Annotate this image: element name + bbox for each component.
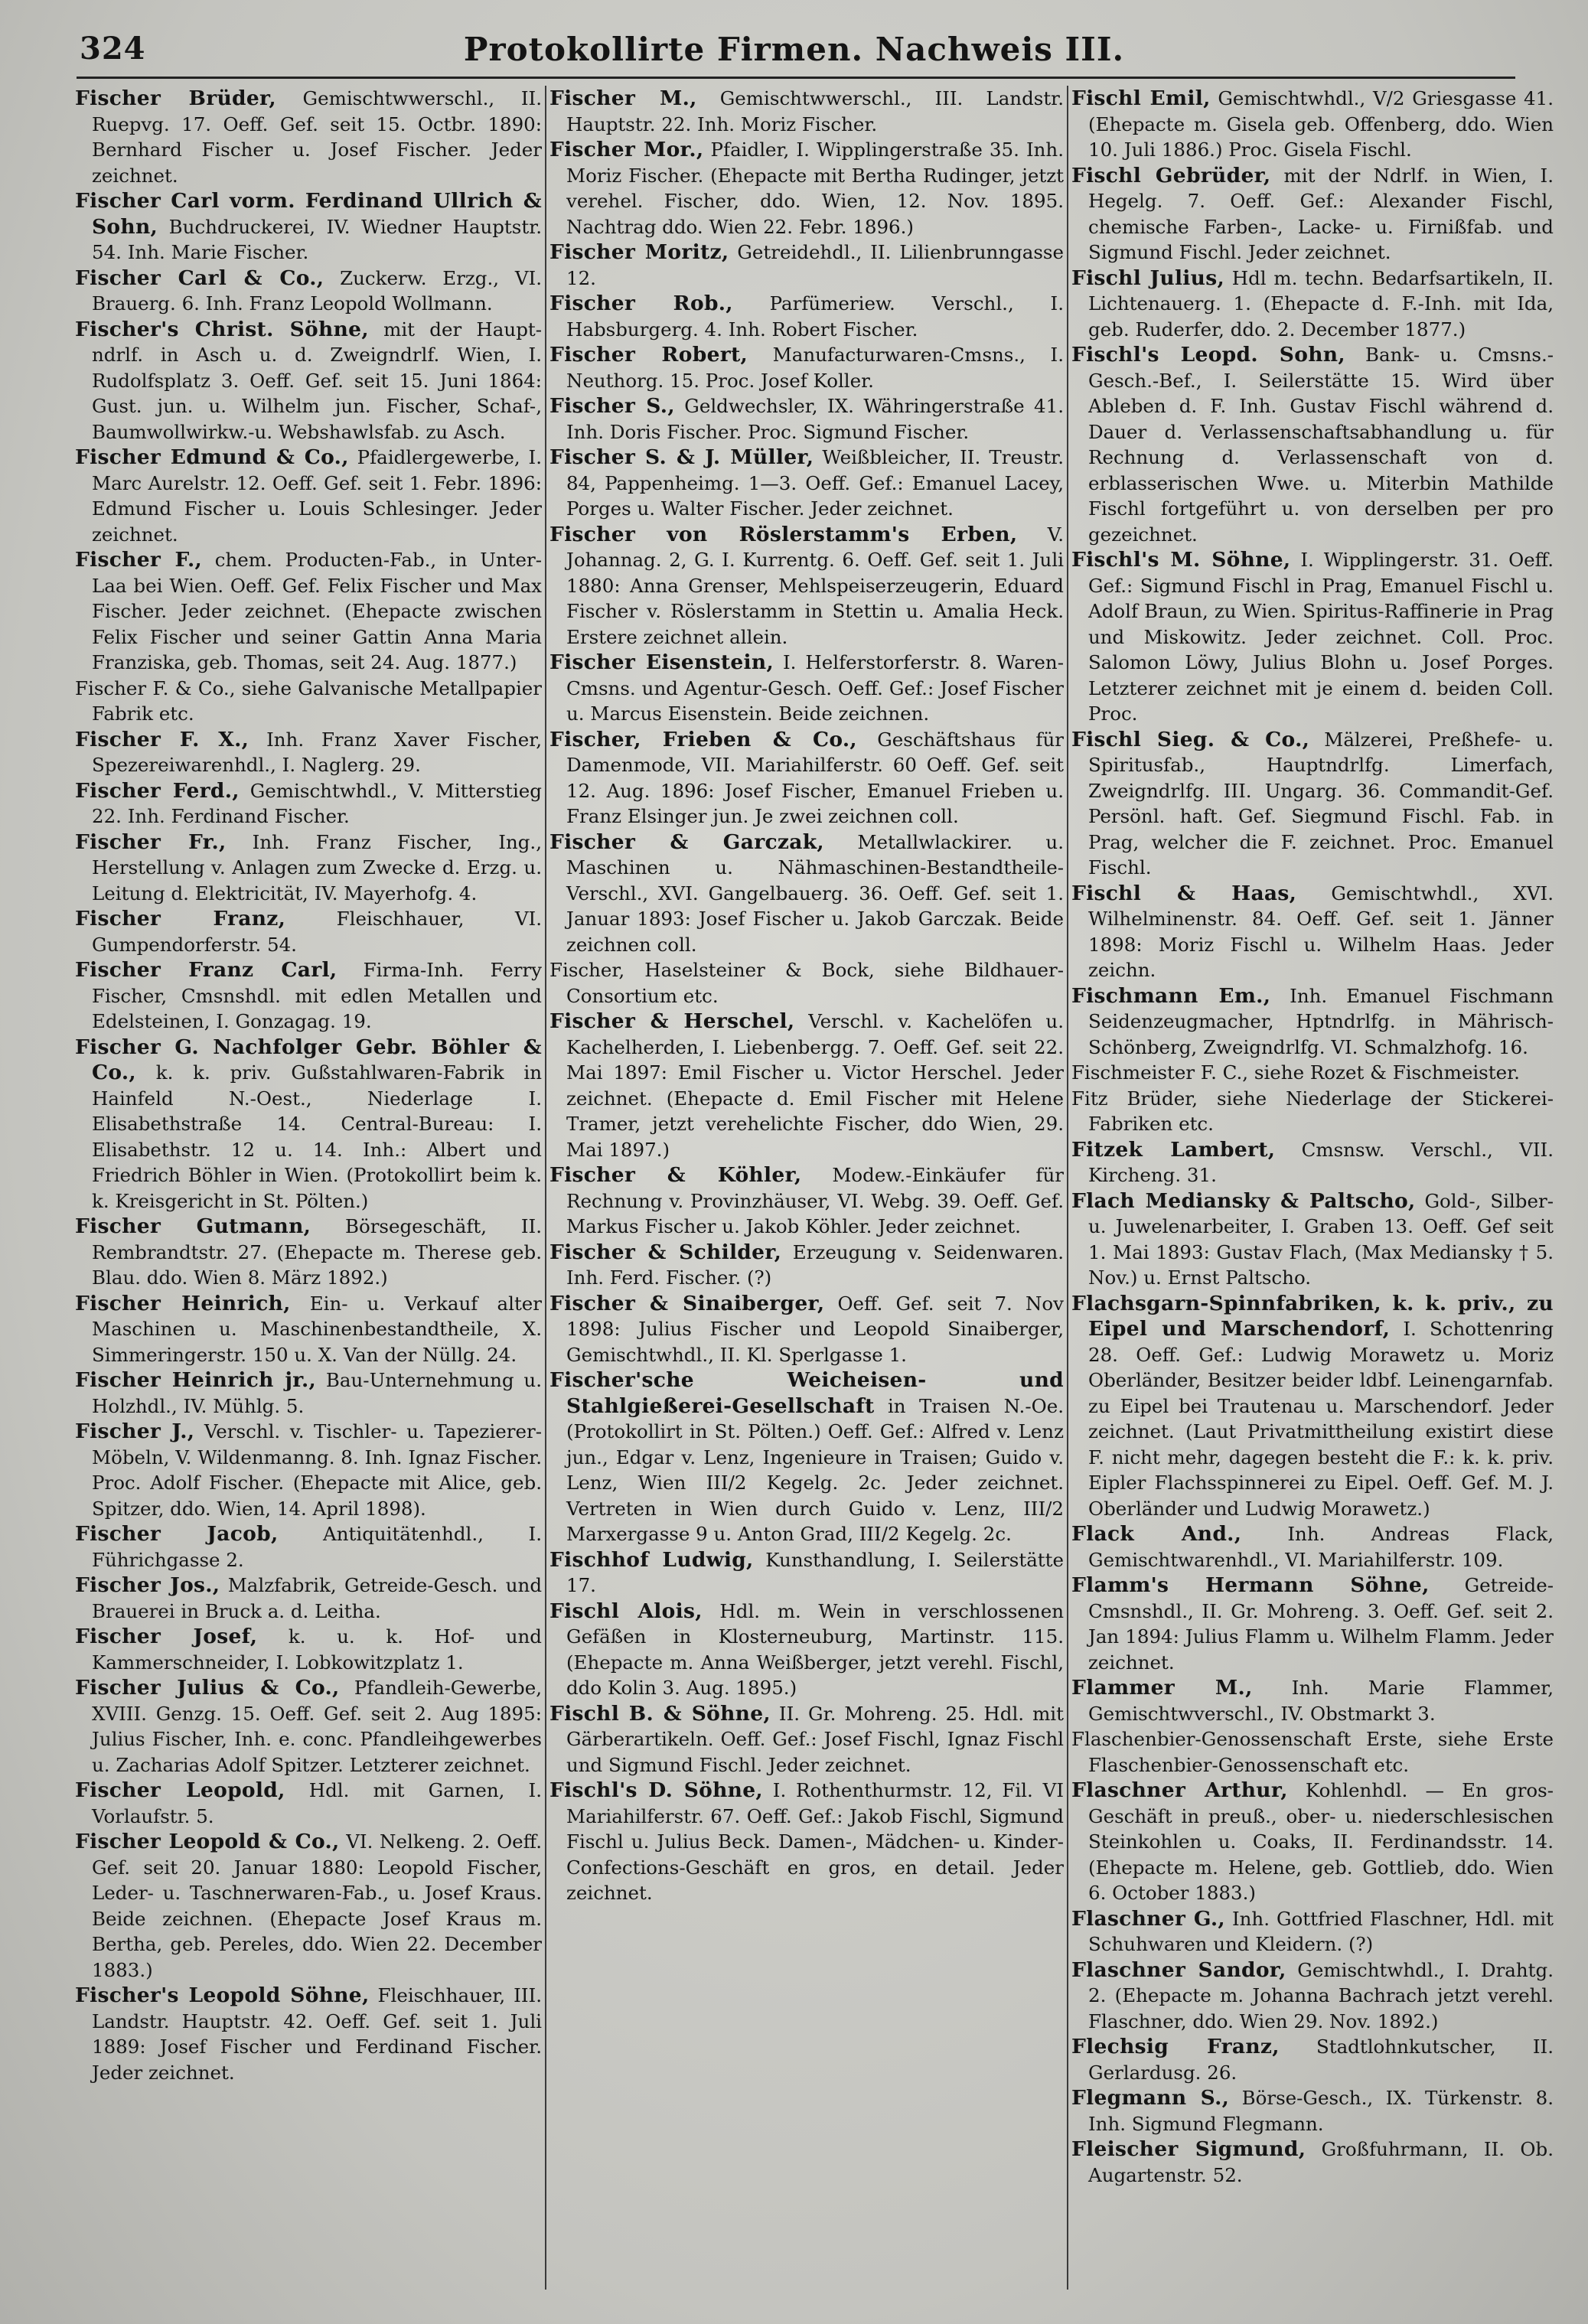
firm-name: Fischer Heinrich jr., [75,1368,317,1392]
directory-entry [1071,1906,1554,1957]
entry-text: Hdl. mit Garnen, I. Vorlaufstr. 5. [92,1779,542,1827]
directory-entry [549,1240,1064,1291]
firm-name: Fischer'sche Weicheisen- und Stahlgießerei-Gesellschaft [549,1368,1064,1418]
directory-entry [1071,2085,1554,2137]
entry-text: Stadtlohnkutscher, II. Gerlardusg. 26. [1088,2036,1554,2084]
firm-name: Fischl's D. Söhne, [549,1778,763,1802]
entry-text: Gemischtwwerschl., II. Ruepvg. 17. Oeff. Gef. seit 15. Octbr. 1890: Bernhard Fischer u. Josef Fischer. Jeder zeichnet. [92,87,542,187]
entry-text: Großfuhrmann, II. Ob. Augartenstr. 52. [1088,2138,1554,2186]
entry-text: Cmsnsw. Verschl., VII. Kircheng. 31. [1088,1138,1554,1186]
entry-text: in Traisen N.-Oe. (Protokollirt in St. Pölten.) Oeff. Gef.: Alfred v. Lenz jun., Edgar v. Lenz, Ingenieure in Traisen; Guido v. Lenz, Wien III/2 Kegelg. 2c. Jeder zeichnet. Vertreten in Wien durch Guido v. Lenz, III/2 Marxergasse 9 u. Anton Grad, III/2 Kegelg. 2c. [566,1394,1064,1545]
firm-name: Flaschner G., [1071,1906,1225,1931]
firm-name: Flammer M., [1071,1676,1253,1700]
entry-text: chem. Producten-Fab., in Unter-Laa bei Wien. Oeff. Gef. Felix Fischer und Max Fischer. Jeder zeichnet. (Ehepacte zwischen Felix Fischer und seiner Gattin Anna Maria Franziska, geb. Thomas, seit 24. Aug. 1877.) [92,549,542,673]
directory-entry [1071,342,1554,547]
entry-text: Pfandleih-Gewerbe, XVIII. Genzg. 15. Oeff. Gef. seit 2. Aug 1895: Julius Fischer, Inh. e. conc. Pfandleihgewerbes u. Zacharias Adolf Spitzer. Letzterer zeichnet. [92,1677,542,1776]
firm-name: Fischer Robert, [549,343,748,367]
entry-text: Gemischtwhdl., V/2 Griesgasse 41. (Ehepacte m. Gisela geb. Offenberg, ddo. Wien 10. Juli 1886.) Proc. Gisela Fischl. [1088,87,1554,161]
directory-entry [549,1162,1064,1240]
directory-entry [75,1778,542,1829]
header-rule [77,77,1515,79]
directory-entry [549,342,1064,393]
entry-text: Firma-Inh. Ferry Fischer, Cmsnshdl. mit edlen Metallen und Edelsteinen, I. Gonzagag. 19. [92,959,542,1032]
directory-entry [549,727,1064,830]
entry-text: Getreide-Cmsnshdl., II. Gr. Mohreng. 3. Oeff. Gef. seit 2. Jan 1894: Julius Flamm u. Wilhelm Flamm. Jeder zeichnet. [1088,1574,1554,1674]
firm-name: Flack And., [1071,1522,1242,1546]
firm-name: Fischer Jos., [75,1573,220,1597]
directory-entry [549,86,1064,137]
entry-text: I. Wipplingerstr. 31. Oeff. Gef.: Sigmund Fischl in Prag, Emanuel Fischl u. Adolf Braun, zu Wien. Spiritus-Raffinerie in Prag und Miskowitz. Jeder zeichnet. Coll. Proc. Salomon Löwy, Julius Blohn u. Josef Porges. Letzterer zeichnet mit je einem d. beiden Coll. Proc. [1088,549,1554,725]
directory-entry [75,1419,542,1521]
firm-name: Fischmann Em., [1071,983,1271,1008]
directory-entry [1071,1675,1554,1726]
directory-entry [1071,983,1554,1061]
firm-name: Fischer M., [549,86,697,110]
column-3 [1071,86,1554,2305]
entry-text: Getreidehdl., II. Lilienbrunngasse 12. [566,241,1064,289]
directory-entry [75,1521,542,1573]
entry-text: Inh. Franz Fischer, Ing., Herstellung v. Anlagen zum Zwecke d. Erzg. u. Leitung d. Elektricität, IV. Mayerhofg. 4. [92,830,542,905]
firm-name: Fischhof Ludwig, [549,1547,754,1572]
directory-entry [549,957,1064,1009]
column-divider [1067,86,1068,2290]
column-1 [75,86,542,2305]
firm-name: Fischer & Köhler, [549,1163,802,1187]
entry-text: Manufacturwaren-Cmsns., I. Neuthorg. 15. Proc. Josef Koller. [566,344,1064,392]
firm-name: Fischer & Sinaiberger, [549,1291,825,1315]
firm-name: Fischer Eisenstein, [549,650,774,674]
firm-name: Fischer Josef, [75,1625,258,1648]
entry-text: Bank- u. Cmsns.-Gesch.-Bef., I. Seilerstätte 15. Wird über Ableben d. F. Inh. Gustav Fischl während d. Dauer d. Verlassenschaftsabhandlung u. für Rechnung d. Verlassenschaft von d. erblasserischen Wwe. u. Miterbin Mathilde Fischl fortgeführt u. von derselben per pro gezeichnet. [1088,344,1554,546]
column-divider [545,86,546,2290]
page-number: 324 [80,31,146,67]
entry-text: Gemischtwhdl., I. Drahtg. 2. (Ehepacte m. Johanna Bachrach jetzt verehl. Flaschner, ddo. Wien 29. Nov. 1892.) [1088,1958,1554,2032]
entry-text: Gemischtwhdl., V. Mitterstieg 22. Inh. Ferdinand Fischer. [92,779,542,827]
firm-name: Fischer Rob., [549,292,733,315]
entry-text: Ein- u. Verkauf alter Maschinen u. Maschinenbestandtheile, X. Simmeringerstr. 150 u. X. Van der Nüllg. 24. [92,1292,542,1366]
directory-entry [549,393,1064,445]
entry-text: Verschl. v. Tischler- u. Tapezierer-Möbeln, V. Wildenmanng. 8. Inh. Ignaz Fischer. Proc. Adolf Fischer. (Ehepacte mit Alice, geb. Spitzer, ddo. Wien, 14. April 1898). [92,1420,542,1520]
firm-name: Flachsgarn-Spinnfabriken, k. k. priv., zu Eipel und Marschendorf, [1071,1291,1554,1341]
firm-name: Fischer Leopold, [75,1778,285,1802]
firm-name: Fischl Julius, [1071,266,1224,290]
firm-name: Fischer Julius & Co., [75,1676,340,1700]
entry-text: mit der Haupt-ndrlf. in Asch u. d. Zweigndrlf. Wien, I. Rudolfsplatz 3. Oeff. Gef. seit 15. Juni 1864: Gust. jun. u. Wilhelm jun. Fischer, Schaf-, Baumwollwirkw.-u. Webshawlsfab. zu Asch. [92,318,542,443]
directory-entry [1071,1291,1554,1522]
firm-name: Fischer & Garczak, [549,830,824,854]
directory-entry [549,1701,1064,1778]
entry-text: I. Rothenthurmstr. 12, Fil. VI Mariahilferstr. 67. Oeff. Gef.: Jakob Fischl, Sigmund Fischl u. Julius Beck. Damen-, Mädchen- u. Kinder-Confections-Geschäft en gros, en detail. Jeder zeichnet. [566,1779,1064,1904]
entry-text: Fischmeister F. C., siehe Rozet & Fischmeister. [1071,1061,1520,1084]
firm-name: Fischer Moritz, [549,240,729,264]
entry-text: Inh. Andreas Flack, Gemischtwarenhdl., VI. Mariahilferstr. 109. [1088,1523,1554,1571]
directory-entry [549,445,1064,522]
firm-name: Fischer S. & J. Müller, [549,445,814,469]
directory-entry [75,86,542,188]
directory-entry [1071,1726,1554,1778]
directory-entry [75,1624,542,1675]
entry-text: Geschäftshaus für Damenmode, VII. Mariahilferstr. 60 Oeff. Gef. seit 12. Aug. 1896: Josef Fischer, Emanuel Frieben u. Franz Elsinger jun. Je zwei zeichnen coll. [566,728,1064,827]
entry-text: Inh. Marie Flammer, Gemischtwverschl., IV. Obstmarkt 3. [1088,1677,1554,1725]
directory-entry [75,266,542,317]
firm-name: Flamm's Hermann Söhne, [1071,1573,1430,1597]
directory-entry [75,1573,542,1624]
directory-entry [75,676,542,727]
entry-text: Erzeugung v. Seidenwaren. Inh. Ferd. Fischer. (?) [566,1240,1064,1289]
entry-text: Hdl. m. Wein in verschlossenen Gefäßen in Klosterneuburg, Martinstr. 115. (Ehepacte m. Anna Weißberger, jetzt verehl. Fischl, ddo Kolin 3. Aug. 1895.) [566,1599,1064,1699]
firm-name: Fischer Gutmann, [75,1214,311,1238]
directory-entry [549,1291,1064,1368]
firm-name: Fischer F. X., [75,727,249,751]
directory-entry [549,650,1064,727]
directory-entry [549,240,1064,291]
directory-entry [75,1035,542,1214]
firm-name: Fischer, Frieben & Co., [549,727,857,751]
directory-entry [75,727,542,778]
firm-name: Fischer's Christ. Söhne, [75,317,369,341]
directory-entry [75,1675,542,1778]
directory-entry [549,1599,1064,1701]
entry-text: Oeff. Gef. seit 7. Nov 1898: Julius Fischer und Leopold Sinaiberger, Gemischtwhdl., II. Kl. Sperlgasse 1. [566,1292,1064,1366]
directory-entry [1071,727,1554,881]
firm-name: Fischer Mor., [549,138,704,161]
entry-text: Inh. Gottfried Flaschner, Hdl. mit Schuhwaren und Kleidern. (?) [1088,1907,1554,1955]
directory-entry [75,830,542,907]
directory-entry [1071,1188,1554,1291]
directory-entry [549,1778,1064,1906]
firm-name: Fischer Edmund & Co., [75,445,349,469]
entry-text: Parfümeriew. Verschl., I. Habsburgerg. 4. Inh. Robert Fischer. [566,292,1064,341]
directory-entry [1071,1086,1554,1137]
directory-entry [75,1829,542,1983]
firm-name: Fischl Emil, [1071,86,1211,110]
entry-text: Börsegeschäft, II. Rembrandtstr. 27. (Ehepacte m. Therese geb. Blau. ddo. Wien 8. März 1892.) [92,1215,542,1289]
entry-text: Verschl. v. Kachelöfen u. Kachelherden, I. Liebenbergg. 7. Oeff. Gef. seit 22. Mai 1897: Emil Fischer u. Victor Herschel. Jeder zeichnet. (Ehepacte d. Emil Fischer mit Helene Tramer, jetzt verehelichte Fischer, ddo Wien, 29. Mai 1897.) [566,1010,1064,1161]
entry-text: Malzfabrik, Getreide-Gesch. und Brauerei in Bruck a. d. Leitha. [92,1574,542,1622]
directory-entry [75,445,542,547]
directory-entry [1071,1957,1554,2035]
firm-name: Fischer G. Nachfolger Gebr. Böhler & Co., [75,1035,542,1084]
directory-entry [1071,266,1554,343]
entry-text: Gold-, Silber- u. Juwelenarbeiter, I. Graben 13. Oeff. Gef seit 1. Mai 1893: Gustav Flach, (Max Mediansky † 5. Nov.) u. Ernst Paltscho. [1088,1189,1554,1289]
firm-name: Flaschner Sandor, [1071,1957,1286,1982]
directory-entry [1071,547,1554,727]
entry-text: Antiquitätenhdl., I. Führichgasse 2. [92,1523,542,1571]
firm-name: Fischl Gebrüder, [1071,163,1271,187]
firm-name: Fischl & Haas, [1071,881,1297,905]
entry-text: V. Johannag. 2, G. I. Kurrentg. 6. Oeff. Gef. seit 1. Juli 1880: Anna Grenser, Mehlspeiserzeugerin, Eduard Fischer v. Röslerstamm in Stettin u. Amalia Heck. Erstere zeichnet allein. [566,523,1064,648]
entry-text: Inh. Emanuel Fischmann Seidenzeugmacher, Hptndrlfg. in Mährisch-Schönberg, Zweigndrlfg. VI. Schmalzhofg. 16. [1088,984,1554,1058]
directory-entry [1071,1060,1554,1086]
directory-entry [75,188,542,266]
entry-text: Pfaidler, I. Wipplingerstraße 35. Inh. Moriz Fischer. (Ehepacte mit Bertha Rudinger, jetzt verehel. Fischer, ddo. Wien, 12. Nov. 1895. Nachtrag ddo. Wien 22. Febr. 1896.) [566,139,1064,238]
directory-entry [75,1983,542,2085]
entry-text: II. Gr. Mohreng. 25. Hdl. mit Gärberartikeln. Oeff. Gef.: Josef Fischl, Ignaz Fischl und Sigmund Fischl. Jeder zeichnet. [566,1702,1064,1776]
entry-text: VI. Nelkeng. 2. Oeff. Gef. seit 20. Januar 1880: Leopold Fischer, Leder- u. Taschnerwaren-Fab., u. Josef Kraus. Beide zeichnen. (Ehepacte Josef Kraus m. Bertha, geb. Pereles, ddo. Wien 22. December 1883.) [92,1830,542,1981]
directory-entry [75,957,542,1035]
firm-name: Flechsig Franz, [1071,2035,1280,2058]
directory-entry [1071,86,1554,163]
directory-entry [549,1367,1064,1547]
directory-entry [549,137,1064,240]
directory-entry [549,830,1064,958]
firm-name: Fischer Franz Carl, [75,958,337,982]
firm-name: Fischer J., [75,1419,195,1443]
running-title: Protokollirte Firmen. Nachweis III. [463,31,1125,68]
directory-entry [1071,1521,1554,1573]
firm-name: Fischer S., [549,394,675,418]
firm-name: Fischer von Röslerstamm's Erben, [549,522,1018,546]
directory-entry [1071,2034,1554,2085]
firm-name: Flegmann S., [1071,2086,1230,2110]
directory-entry [549,1547,1064,1599]
firm-name: Fleischer Sigmund, [1071,2137,1306,2161]
directory-entry [75,547,542,676]
firm-name: Fischl Alois, [549,1599,703,1623]
entry-text: Börse-Gesch., IX. Türkenstr. 8. Inh. Sigmund Flegmann. [1088,2087,1554,2135]
directory-entry [1071,1573,1554,1675]
firm-name: Fischer Leopold & Co., [75,1830,340,1853]
entry-text: Fleischhauer, III. Landstr. Hauptstr. 42. Oeff. Gef. seit 1. Juli 1889: Josef Fischer und Ferdinand Fischer. Jeder zeichnet. [92,1984,542,2084]
entry-text: Kunsthandlung, I. Seilerstätte 17. [566,1548,1064,1596]
entry-text: Buchdruckerei, IV. Wiedner Hauptstr. 54. Inh. Marie Fischer. [92,215,542,263]
column-2 [549,86,1064,2305]
firm-name: Fischer & Herschel, [549,1009,795,1033]
directory-entry [75,317,542,445]
firm-name: Flach Mediansky & Paltscho, [1071,1188,1416,1213]
entry-text: k. u. k. Hof- und Kammerschneider, I. Lobkowitzplatz 1. [92,1625,542,1674]
entry-text: Weißbleicher, II. Treustr. 84, Pappenheimg. 1—3. Oeff. Gef.: Emanuel Lacey, Porges u. Walter Fischer. Jeder zeichnet. [566,446,1064,520]
firm-name: Fischer & Schilder, [549,1240,782,1264]
directory-entry [75,906,542,957]
firm-name: Flaschner Arthur, [1071,1778,1288,1802]
entry-text: Fitz Brüder, siehe Niederlage der Stickerei-Fabriken etc. [1071,1087,1554,1135]
entry-text: mit der Ndrlf. in Wien, I. Hegelg. 7. Oeff. Gef.: Alexander Fischl, chemische Farben-, Lacke- u. Firnißfab. und Sigmund Fischl. Jeder zeichnet. [1088,164,1554,263]
firm-name: Fischl B. & Söhne, [549,1701,771,1726]
entry-text: Kohlenhdl. — En gros-Geschäft in preuß., ober- u. niederschlesischen Steinkohlen u. Coaks, II. Ferdinandsstr. 14. (Ehepacte m. Helene, geb. Gottlieb, ddo. Wien 6. October 1883.) [1088,1779,1554,1904]
entry-text: Fischer, Haselsteiner & Bock, siehe Bildhauer-Consortium etc. [549,959,1064,1007]
entry-text: Metallwlackirer. u. Maschinen u. Nähmaschinen-Bestandtheile-Verschl., XVI. Gangelbauerg. 36. Oeff. Gef. seit 1. Januar 1893: Josef Fischer u. Jakob Garczak. Beide zeichnen coll. [566,830,1064,956]
firm-name: Fischl Sieg. & Co., [1071,727,1310,751]
firm-name: Fischer Carl & Co., [75,266,324,290]
firm-name: Fischer Ferd., [75,778,240,803]
page-header [0,31,1588,77]
directory-entry [1071,2137,1554,2188]
firm-name: Fischer Jacob, [75,1522,279,1546]
entry-text: Pfaidlergewerbe, I. Marc Aurelstr. 12. Oeff. Gef. seit 1. Febr. 1896: Edmund Fischer u. Louis Schlesinger. Jeder zeichnet. [92,446,542,546]
directory-entry [1071,1778,1554,1906]
firm-name: Fischl's M. Söhne, [1071,548,1291,572]
directory-entry [1071,881,1554,983]
firm-name: Fischer Franz, [75,907,286,931]
firm-name: Fischer Fr., [75,830,227,854]
directory-entry [75,778,542,830]
directory-entry [1071,163,1554,266]
entry-text: Zuckerw. Erzg., VI. Brauerg. 6. Inh. Franz Leopold Wollmann. [92,266,542,315]
directory-entry [549,1009,1064,1162]
directory-entry [1071,1137,1554,1188]
directory-entry [75,1367,542,1419]
entry-text: Gemischtwhdl., XVI. Wilhelminenstr. 84. Oeff. Gef. seit 1. Jänner 1898: Moriz Fischl u. Wilhelm Haas. Jeder zeichn. [1088,882,1554,981]
entry-text: Gemischtwwerschl., III. Landstr. Hauptstr. 22. Inh. Moriz Fischer. [566,87,1064,135]
entry-text: Fischer F. & Co., siehe Galvanische Metallpapier Fabrik etc. [75,676,542,725]
entry-text: I. Helferstorferstr. 8. Waren-Cmsns. und Agentur-Gesch. Oeff. Gef.: Josef Fischer u. Marcus Eisenstein. Beide zeichnen. [566,651,1064,725]
firm-name: Fischer Brüder, [75,86,276,110]
entry-text: Hdl m. techn. Bedarfsartikeln, II. Lichtenauerg. 1. (Ehepacte d. F.-Inh. mit Ida, geb. Ruderfer, ddo. 2. December 1877.) [1088,266,1554,341]
entry-text: Inh. Franz Xaver Fischer, Spezereiwarenhdl., I. Naglerg. 29. [92,728,542,776]
entry-text: Modew.-Einkäufer für Rechnung v. Provinzhäuser, VI. Webg. 39. Oeff. Gef. Markus Fischer u. Jakob Köhler. Jeder zeichnet. [566,1164,1064,1237]
entry-text: k. k. priv. Gußstahlwaren-Fabrik in Hainfeld N.-Oest., Niederlage I. Elisabethstraße 14. Central-Bureau: I. Elisabethstr. 12 u. 14. Inh.: Albert und Friedrich Böhler in Wien. (Protokollirt beim k. k. Kreisgericht in St. Pölten.) [92,1061,542,1212]
entry-text: I. Schottenring 28. Oeff. Gef.: Ludwig Morawetz u. Moriz Oberländer, Besitzer beider ldbf. Leinengarnfab. zu Eipel bei Trautenau u. Marschendorf. Jeder zeichnet. (Laut Privatmittheilung existirt diese F. nicht mehr, dagegen besteht die F.: k. k. priv. Eipler Flachsspinnerei zu Eipel. Oeff. Gef. M. J. Oberländer und Ludwig Morawetz.) [1088,1318,1554,1520]
directory-entry [549,522,1064,650]
directory-entry [75,1214,542,1291]
entry-text: Bau-Unternehmung u. Holzhdl., IV. Mühlg. 5. [92,1369,542,1417]
firm-name: Fischer Heinrich, [75,1291,291,1315]
firm-name: Fitzek Lambert, [1071,1137,1276,1162]
directory-entry [549,291,1064,342]
directory-entry [75,1291,542,1368]
firm-name: Fischl's Leopd. Sohn, [1071,343,1345,367]
firm-name: Fischer's Leopold Söhne, [75,1983,370,2007]
entry-text: Flaschenbier-Genossenschaft Erste, siehe Erste Flaschenbier-Genossenschaft etc. [1071,1728,1554,1776]
firm-name: Fischer F., [75,548,203,572]
firm-name: Fischer Carl vorm. Ferdinand Ullrich & Sohn, [75,189,542,239]
entry-text: Mälzerei, Preßhefe- u. Spiritusfab., Hauptndrlfg. Limerfach, Zweigndrlfg. III. Ungarg. 36. Commandit-Gef. Persönl. haft. Gef. Siegmund Fischl. Fab. in Prag, welcher die F. zeichnet. Proc. Emanuel Fischl. [1088,728,1554,878]
entry-text: Fleischhauer, VI. Gumpendorferstr. 54. [92,908,542,956]
entry-text: Geldwechsler, IX. Währingerstraße 41. Inh. Doris Fischer. Proc. Sigmund Fischer. [566,395,1064,443]
